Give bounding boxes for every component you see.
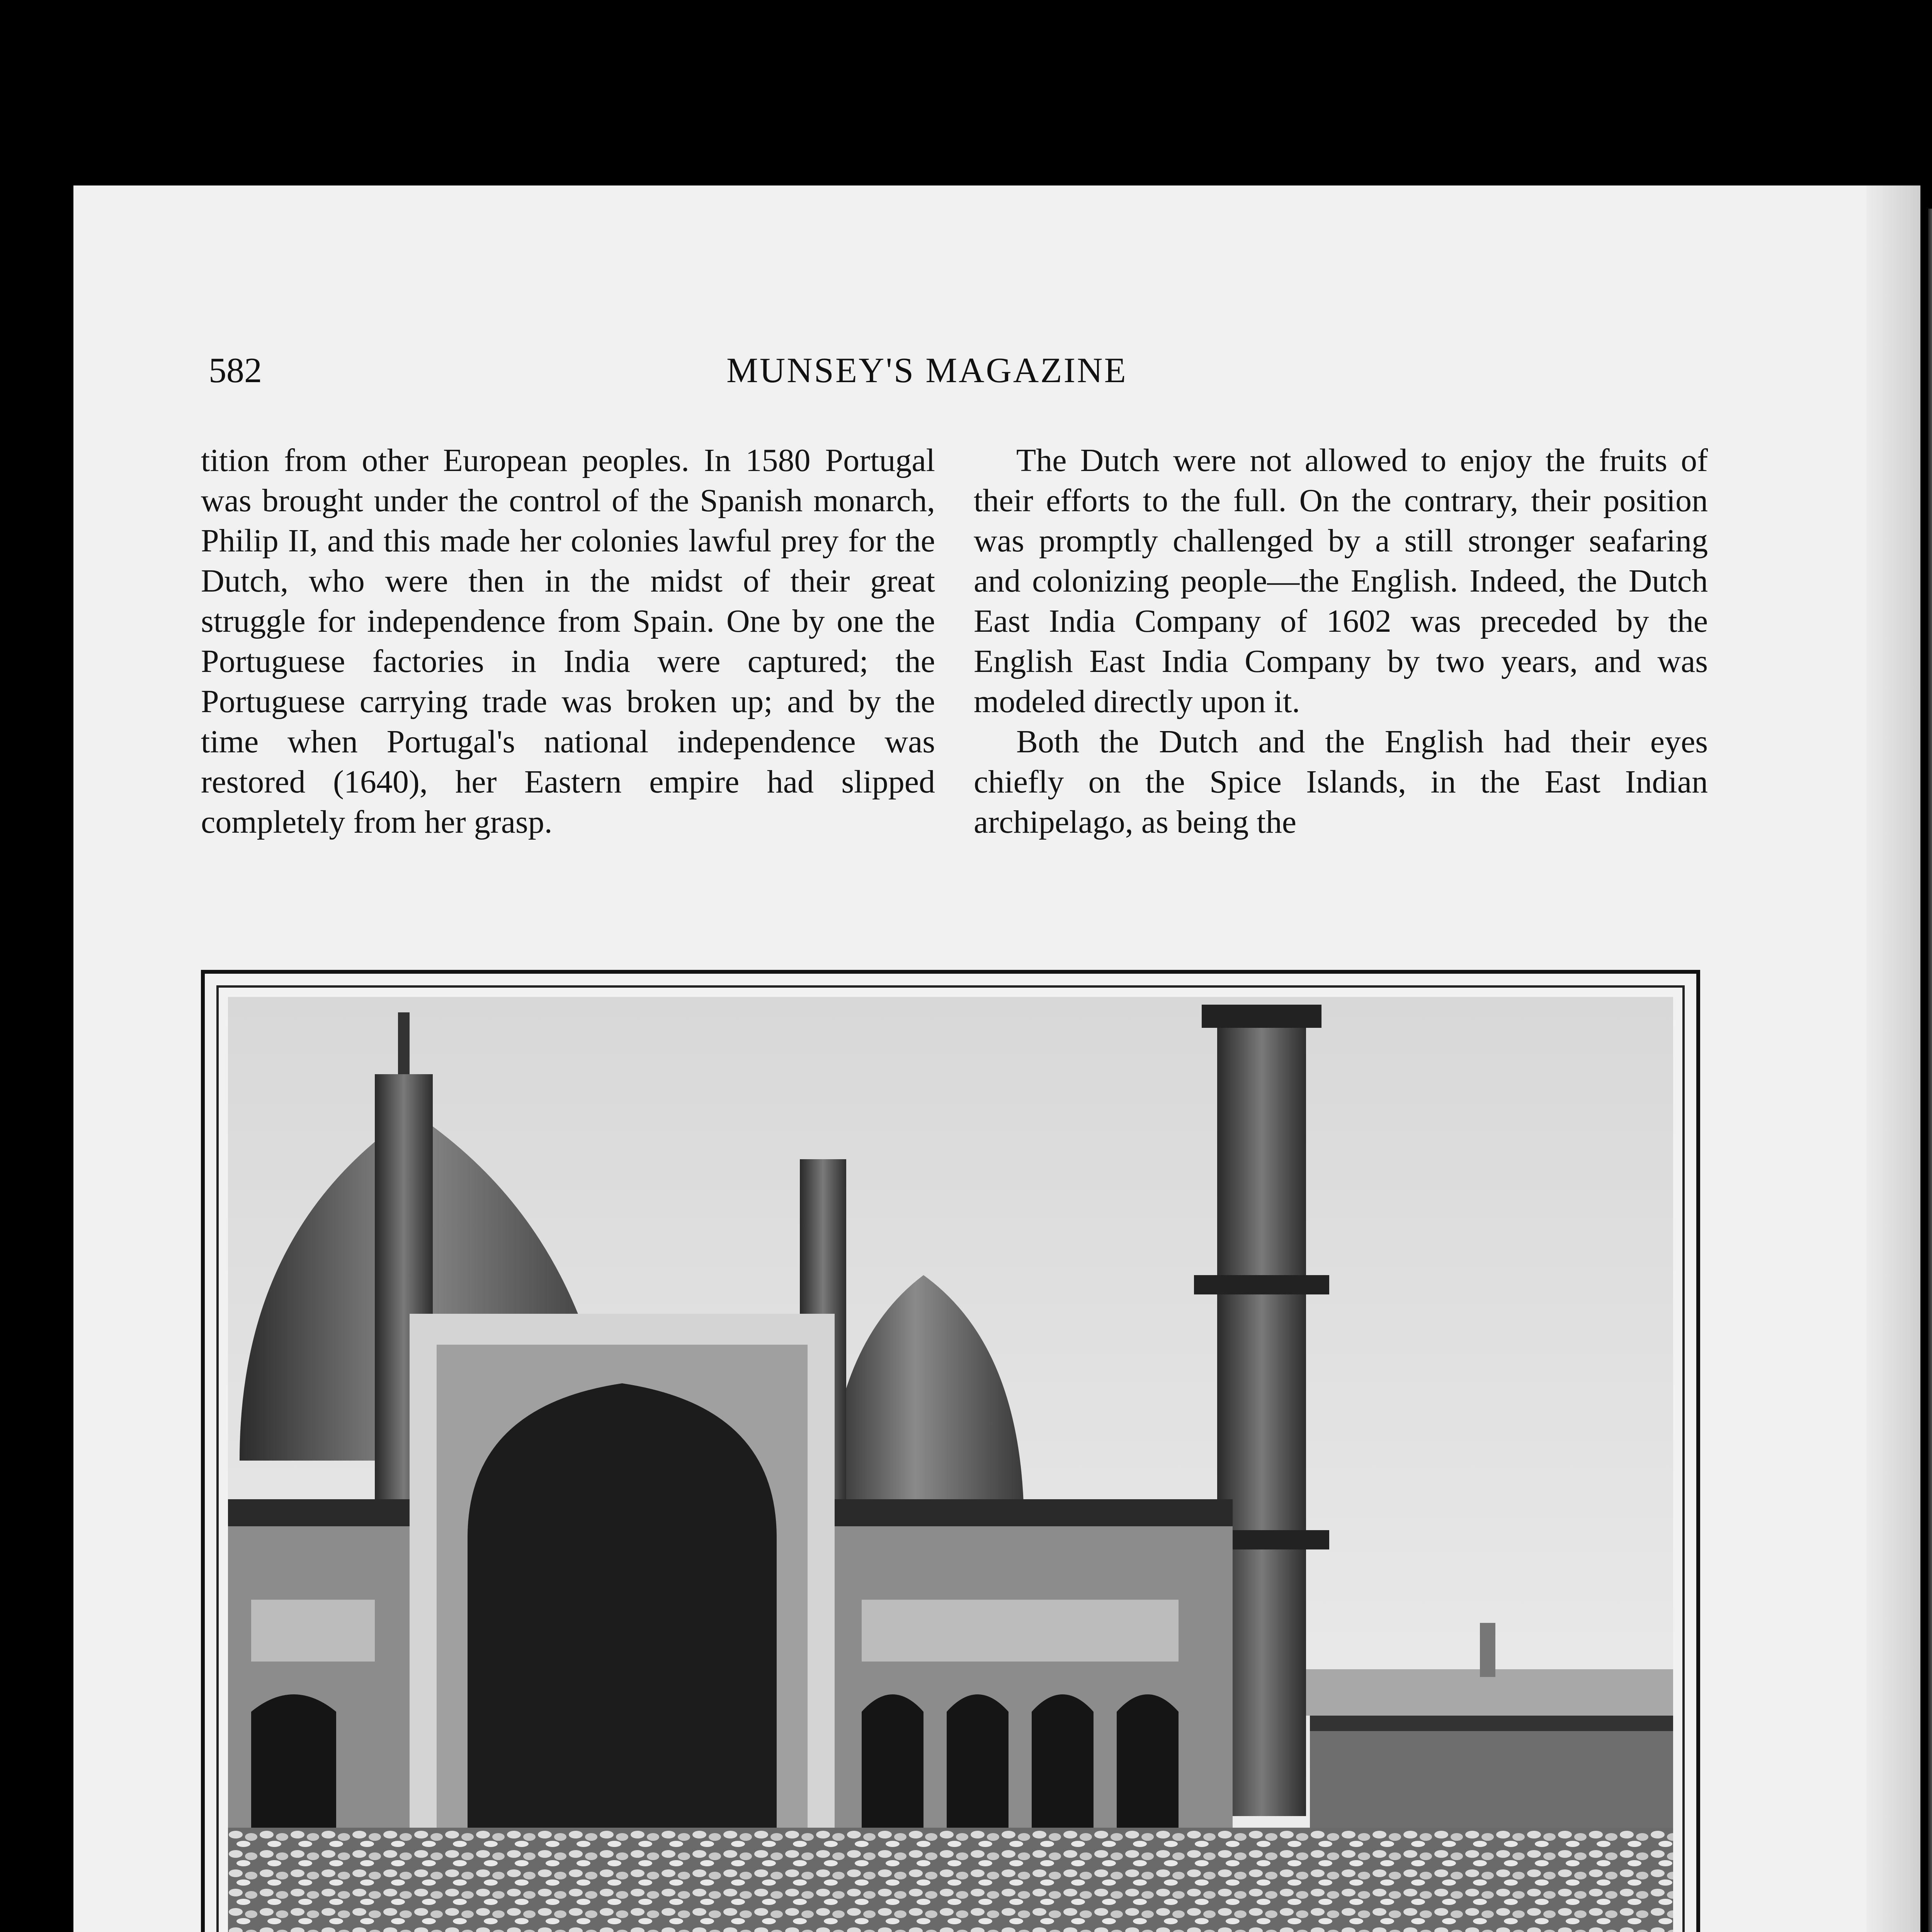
- paragraph: The Dutch were not allowed to enjoy the fruits of their efforts to the full. On the contrary, their position was promptly challenged by a still stronger seafaring and colonizing people—the English. Indeed, the Dutch East India Company of 1602 was preceded by the English East India Company by two years, and was modeled directly upon it.: [974, 442, 1708, 719]
- photo-frame: [201, 970, 1700, 1932]
- magazine-title: MUNSEY'S MAGAZINE: [726, 350, 1128, 390]
- page-gutter-shadow: [1866, 185, 1920, 1932]
- right-text-column: [974, 440, 1708, 842]
- paragraph: Both the Dutch and the English had their eyes chiefly on the Spice Islands, in the East Indian archipelago, as being the: [974, 724, 1708, 840]
- paragraph: tition from other European peoples. In 1580 Portugal was brought under the control of the Spanish monarch, Philip II, and this made her colonies lawful prey for the Dutch, who were then in the midst of their great struggle for independence from Spain. One by one the Portuguese factories in India were captured; the Portuguese carrying trade was broken up; and by the time when Portugal's national independence was restored (1640), her Eastern empire had slipped completely from her grasp.: [201, 442, 935, 840]
- adjacent-page-edge: [1928, 209, 1932, 1932]
- running-head: [209, 350, 1716, 400]
- mosque-illustration: [228, 997, 1673, 1932]
- left-text-column: [201, 440, 935, 842]
- mosque-photograph: [228, 997, 1673, 1932]
- page-number: 582: [209, 350, 262, 390]
